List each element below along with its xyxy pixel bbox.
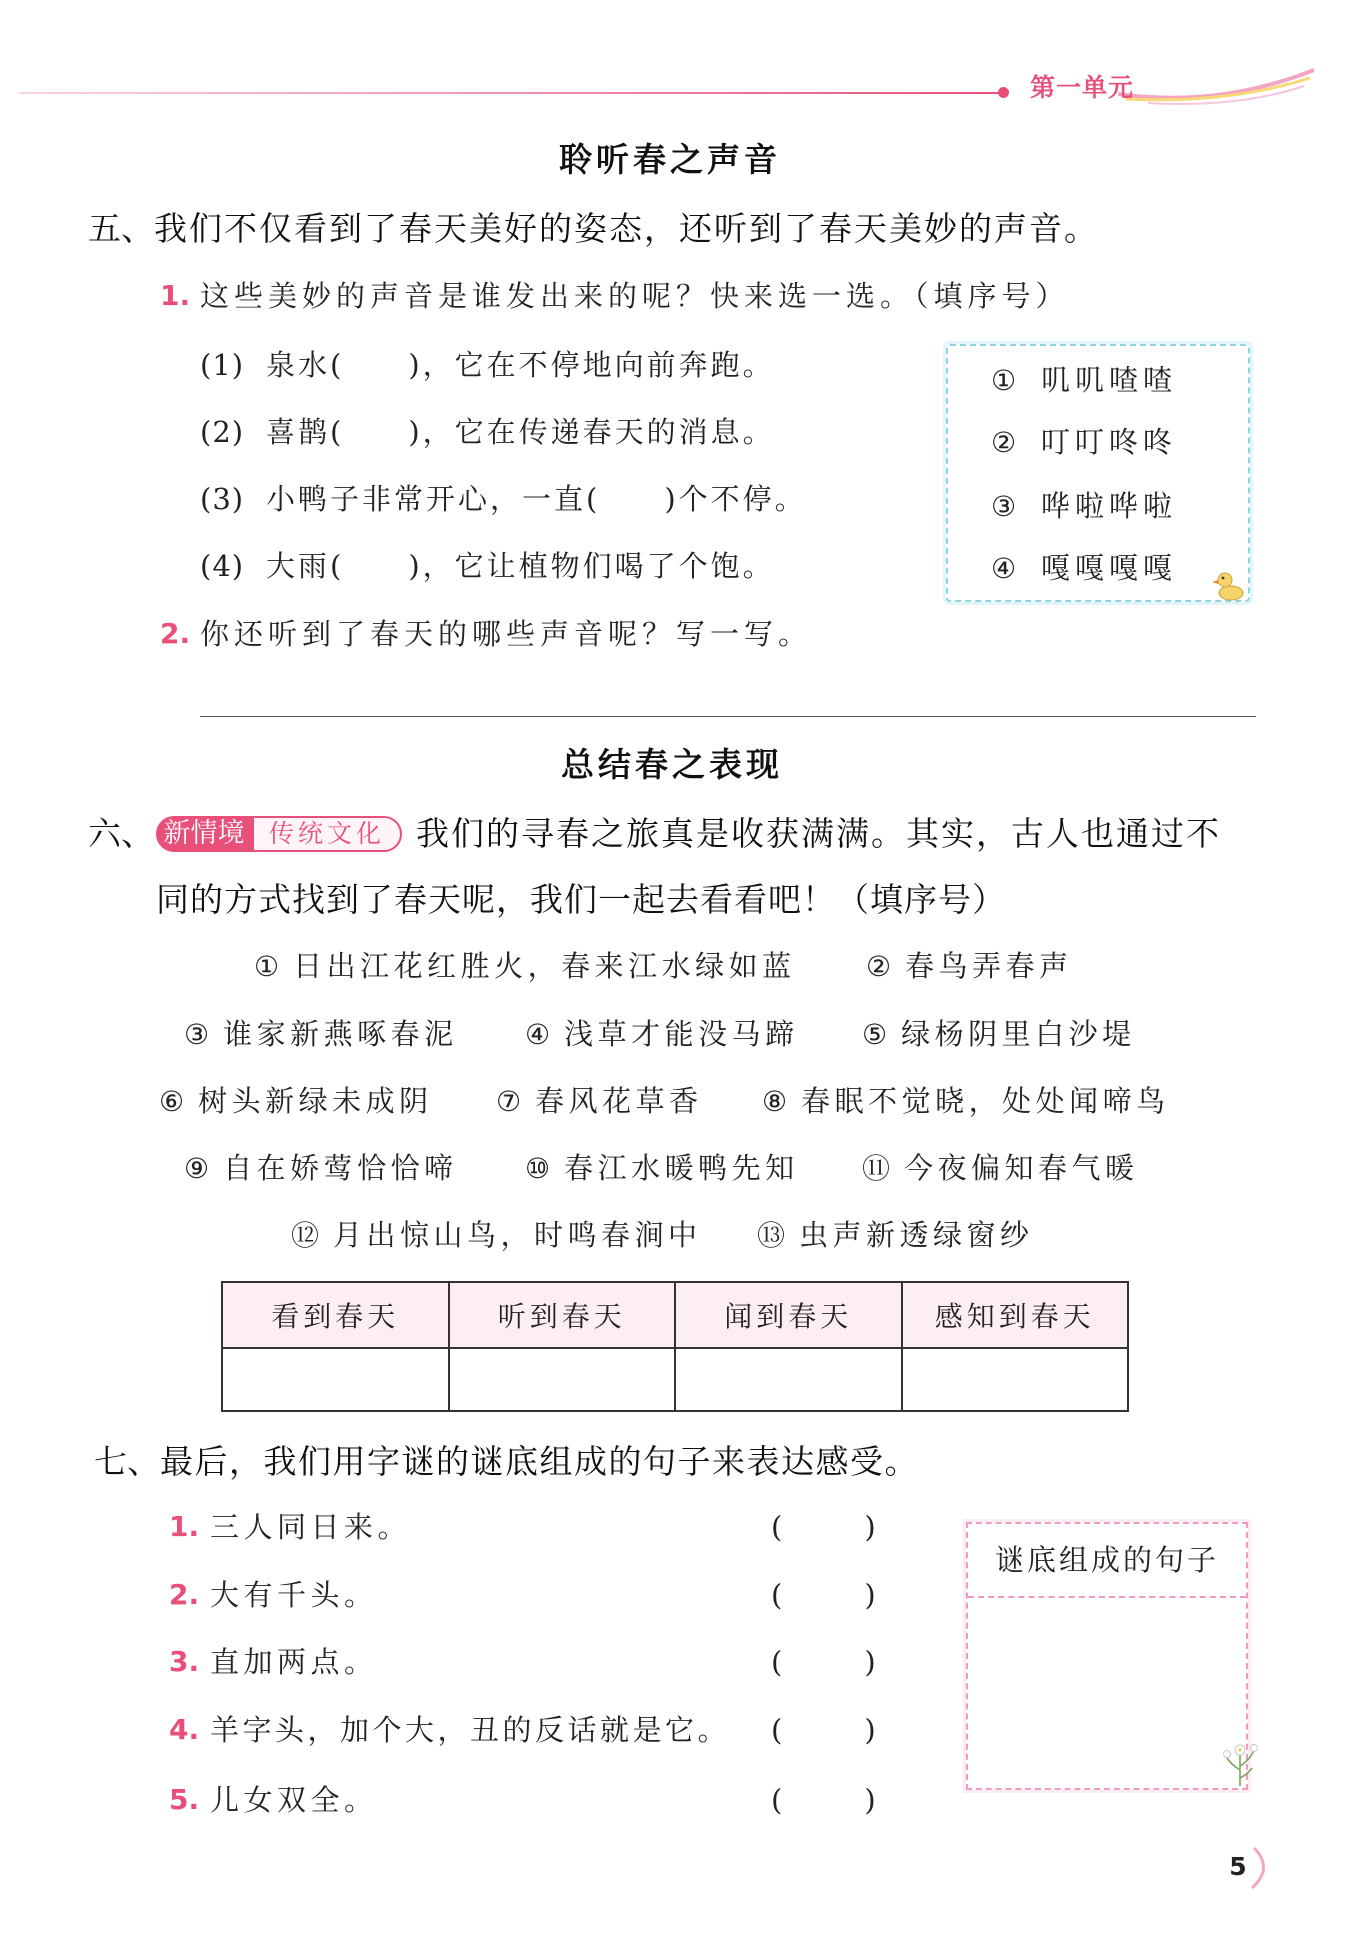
poem-text: 浅草才能没马蹄 — [564, 1017, 799, 1051]
fill-item-text: 大雨( )，它让植物们喝了个饱。 — [266, 549, 775, 583]
option-text: 哗啦哗啦 — [1041, 489, 1178, 523]
poem-text: 谁家新燕啄春泥 — [223, 1017, 458, 1051]
poem-number: ② — [866, 950, 892, 983]
question-6-line1: 我们的寻春之旅真是收获满满。其实，古人也通过不 — [416, 814, 1221, 853]
poem-text: 月出惊山鸟，时鸣春涧中 — [333, 1218, 702, 1252]
table-cell-sense — [902, 1348, 1129, 1411]
poem-number: ⑩ — [525, 1152, 551, 1185]
table-cell-see — [222, 1348, 449, 1411]
question-6-line2: 同的方式找到了春天呢，我们一起去看看吧！（填序号） — [156, 880, 1006, 919]
section-title-summary: 总结春之表现 — [561, 745, 783, 784]
part-number: 1. — [160, 279, 191, 312]
answer-sentence-box — [966, 1522, 1248, 1790]
poem-number: ⑬ — [757, 1219, 786, 1252]
poem-line — [525, 1148, 799, 1188]
poem-text: 今夜偏知春气暖 — [904, 1151, 1139, 1185]
option-item — [991, 486, 1177, 526]
poem-line — [184, 1014, 458, 1054]
question-number: 七、 — [94, 1442, 160, 1481]
option-item — [991, 422, 1177, 462]
header-dot — [998, 87, 1009, 98]
fill-item — [200, 345, 775, 385]
poem-text: 树头新绿未成阴 — [198, 1084, 433, 1118]
riddle-number: 3. — [169, 1645, 200, 1678]
question-7 — [94, 1440, 919, 1484]
riddle-number: 2. — [169, 1578, 200, 1611]
poem-line — [757, 1215, 1034, 1255]
fill-item-label: (2) — [200, 415, 245, 449]
sound-options-box — [946, 344, 1250, 602]
poem-line — [862, 1014, 1136, 1054]
page-number: 5 — [1229, 1852, 1247, 1881]
option-number: ① — [991, 364, 1017, 397]
poem-number: ⑤ — [862, 1018, 888, 1051]
poem-number: ⑨ — [184, 1152, 210, 1185]
header-swoosh-decoration — [1118, 64, 1314, 106]
flower-icon — [1222, 1736, 1258, 1786]
poem-number: ④ — [525, 1018, 551, 1051]
badge-traditional-culture: 传统文化 — [252, 816, 402, 852]
poem-text: 日出江花红胜火，春来江水绿如蓝 — [293, 949, 796, 983]
poem-number: ⑥ — [159, 1085, 185, 1118]
fill-item — [200, 546, 775, 586]
answer-box-title: 谜底组成的句子 — [968, 1524, 1246, 1598]
poem-number: ⑦ — [496, 1085, 522, 1118]
riddle-number: 5. — [169, 1783, 200, 1816]
section-title-listen: 聆听春之声音 — [559, 140, 781, 179]
poem-number: ⑪ — [862, 1152, 891, 1185]
option-number: ② — [991, 426, 1017, 459]
riddle-answer-blank: ( ) — [771, 1578, 884, 1612]
table-cell-smell — [675, 1348, 902, 1411]
fill-item-text: 小鸭子非常开心，一直( )个不停。 — [266, 482, 807, 516]
riddle-text: 三人同日来。 — [210, 1510, 412, 1544]
fill-item-text: 泉水( )，它在不停地向前奔跑。 — [266, 348, 775, 382]
badge-new-context: 新情境 — [156, 816, 252, 852]
fill-item-label: (4) — [200, 549, 245, 583]
poem-line — [762, 1081, 1170, 1121]
poem-text: 春江水暖鸭先知 — [564, 1151, 799, 1185]
question-text: 我们不仅看到了春天美好的姿态，还听到了春天美妙的声音。 — [154, 209, 1099, 248]
fill-item — [200, 479, 807, 519]
riddle-text: 儿女双全。 — [210, 1783, 378, 1817]
duck-icon — [1212, 568, 1246, 602]
poem-number: ③ — [184, 1018, 210, 1051]
option-item — [991, 360, 1177, 400]
fill-item-label: (3) — [200, 482, 245, 516]
riddle-number: 4. — [169, 1713, 200, 1746]
page-number-swoosh-decoration — [1250, 1846, 1274, 1890]
poem-number: ⑧ — [762, 1085, 788, 1118]
poem-line — [525, 1014, 799, 1054]
table-header-sense: 感知到春天 — [902, 1282, 1129, 1348]
fill-item-label: (1) — [200, 348, 245, 382]
riddle-answer-blank: ( ) — [771, 1783, 884, 1817]
unit-label: 第一单元 — [1030, 73, 1135, 102]
riddle-answer-blank: ( ) — [771, 1510, 884, 1544]
poem-number: ⑫ — [291, 1219, 320, 1252]
poem-text: 自在娇莺恰恰啼 — [223, 1151, 458, 1185]
option-text: 叮叮咚咚 — [1041, 425, 1178, 459]
header-rule — [19, 92, 1001, 94]
riddle-answer-blank: ( ) — [771, 1713, 884, 1747]
riddle-answer-blank: ( ) — [771, 1645, 884, 1679]
question-text: 最后，我们用字谜的谜底组成的句子来表达感受。 — [160, 1442, 919, 1481]
section-divider — [200, 716, 1256, 717]
poem-line — [291, 1215, 702, 1255]
riddle-text: 直加两点。 — [210, 1645, 378, 1679]
poem-line — [184, 1148, 458, 1188]
poem-line — [866, 946, 1073, 986]
option-text: 嘎嘎嘎嘎 — [1041, 551, 1178, 585]
poem-text: 春风花草香 — [535, 1084, 703, 1118]
riddle-text: 大有千头。 — [210, 1578, 378, 1612]
riddle-number: 1. — [169, 1510, 200, 1543]
table-header-hear: 听到春天 — [449, 1282, 676, 1348]
part-number: 2. — [160, 617, 191, 650]
fill-item-text: 喜鹊( )，它在传递春天的消息。 — [266, 415, 775, 449]
option-item — [991, 548, 1177, 588]
poem-number: ① — [254, 950, 280, 983]
question-6-number — [88, 812, 154, 856]
table-row — [222, 1348, 1128, 1411]
classification-table — [221, 1281, 1129, 1412]
question-number: 六、 — [88, 814, 154, 853]
fill-item — [200, 412, 775, 452]
poem-text: 绿杨阴里白沙堤 — [901, 1017, 1136, 1051]
part-text: 你还听到了春天的哪些声音呢？写一写。 — [200, 617, 813, 651]
option-number: ③ — [991, 490, 1017, 523]
question-5 — [88, 207, 1099, 251]
question-number: 五、 — [88, 209, 154, 248]
part-text: 这些美妙的声音是谁发出来的呢？快来选一选。（填序号） — [200, 279, 1070, 313]
table-header-see: 看到春天 — [222, 1282, 449, 1348]
riddle-text: 羊字头，加个大，丑的反话就是它。 — [210, 1713, 731, 1747]
table-header-row — [222, 1282, 1128, 1348]
option-text: 叽叽喳喳 — [1041, 363, 1178, 397]
poem-text: 春鸟弄春声 — [905, 949, 1073, 983]
poem-line — [254, 946, 796, 986]
table-cell-hear — [449, 1348, 676, 1411]
poem-line — [496, 1081, 703, 1121]
poem-text: 虫声新透绿窗纱 — [799, 1218, 1034, 1252]
poem-line — [862, 1148, 1139, 1188]
poem-text: 春眠不觉晓，处处闻啼鸟 — [801, 1084, 1170, 1118]
table-header-smell: 闻到春天 — [675, 1282, 902, 1348]
option-number: ④ — [991, 552, 1017, 585]
poem-line — [159, 1081, 433, 1121]
